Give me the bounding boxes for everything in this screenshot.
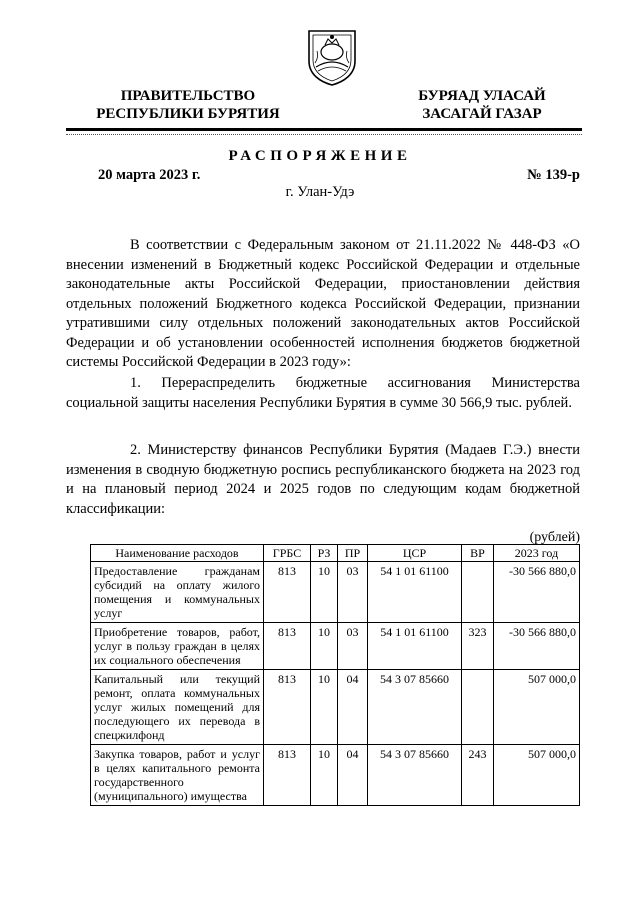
csr-cell: 54 1 01 61100 <box>368 562 462 623</box>
rz-cell: 10 <box>311 562 338 623</box>
rz-cell: 10 <box>311 745 338 806</box>
pr-cell: 03 <box>338 562 368 623</box>
government-name-line: ПРАВИТЕЛЬСТВО <box>120 88 256 104</box>
column-header: Наименование расходов <box>91 545 264 562</box>
grbs-cell: 813 <box>264 745 311 806</box>
budget-table <box>90 544 580 806</box>
table-row <box>91 562 580 623</box>
government-name-line: ЗАСАГАЙ ГАЗАР <box>422 106 542 122</box>
grbs-cell: 813 <box>264 562 311 623</box>
table-header-row <box>91 545 580 562</box>
amount-cell: -30 566 880,0 <box>494 562 580 623</box>
amount-cell: 507 000,0 <box>494 745 580 806</box>
expense-name-cell: Закупка товаров, работ и услуг в целях капитального ремонта государственного (муниципального) имущества <box>91 745 264 806</box>
government-name-line: БУРЯАД УЛАСАЙ <box>418 88 546 104</box>
government-name-buryat <box>392 87 572 123</box>
pr-cell: 03 <box>338 623 368 670</box>
csr-cell: 54 1 01 61100 <box>368 623 462 670</box>
column-header: 2023 год <box>494 545 580 562</box>
table-row <box>91 670 580 745</box>
vr-cell <box>462 670 494 745</box>
amount-cell: 507 000,0 <box>494 670 580 745</box>
item-2-text: 2. Министерству финансов Республики Бурятия (Мадаев Г.Э.) внести изменения в сводную бюджетную роспись республиканского бюджета на 2023 год и на плановый период 2024 и 2025 годов по следующим кодам бюджетной классификации: <box>66 442 580 517</box>
government-name-russian <box>68 87 308 123</box>
expense-name-cell: Предоставление гражданам субсидий на оплату жилого помещения и коммунальных услуг <box>91 562 264 623</box>
expense-name-cell: Приобретение товаров, работ, услуг в пользу граждан в целях их социального обеспечения <box>91 623 264 670</box>
header-divider <box>66 128 582 131</box>
item-1-paragraph <box>66 374 580 413</box>
grbs-cell: 813 <box>264 623 311 670</box>
document-date: 20 марта 2023 г. <box>98 167 201 183</box>
document-number: № 139-р <box>527 167 580 183</box>
item-1-text: 1. Перераспределить бюджетные ассигнования Министерства социальной защиты населения Республики Бурятия в сумме 30 566,9 тыс. рублей. <box>66 375 580 411</box>
amount-cell: -30 566 880,0 <box>494 623 580 670</box>
header-divider-dotted <box>66 134 582 135</box>
pr-cell: 04 <box>338 745 368 806</box>
column-header: ПР <box>338 545 368 562</box>
vr-cell: 323 <box>462 623 494 670</box>
document-city: г. Улан-Удэ <box>285 184 355 200</box>
grbs-cell: 813 <box>264 670 311 745</box>
table-unit-label: (рублей) <box>529 530 580 545</box>
document-type: РАСПОРЯЖЕНИЕ <box>228 148 412 164</box>
column-header: РЗ <box>311 545 338 562</box>
column-header: ГРБС <box>264 545 311 562</box>
preamble-paragraph <box>66 236 580 373</box>
coat-of-arms-icon <box>303 27 361 87</box>
expense-name-cell: Капитальный или текущий ремонт, оплата коммунальных услуг жилых помещений для последующего их перевода в спецжилфонд <box>91 670 264 745</box>
table-row <box>91 745 580 806</box>
csr-cell: 54 3 07 85660 <box>368 670 462 745</box>
table-row <box>91 623 580 670</box>
rz-cell: 10 <box>311 670 338 745</box>
vr-cell: 243 <box>462 745 494 806</box>
preamble-text: В соответствии с Федеральным законом от 21.11.2022 № 448-ФЗ «О внесении изменений в Бюджетный кодекс Российской Федерации и отдельные законодательные акты Российской Федерации, приостановлении действия отдельных положений Бюджетного кодекса Российской Федерации, признании утратившими силу отдельных положений законодательных актов Российской Федерации и об установлении особенностей исполнения бюджетов бюджетной системы Российской Федерации в 2023 году»: <box>66 237 580 370</box>
pr-cell: 04 <box>338 670 368 745</box>
item-2-paragraph <box>66 441 580 519</box>
column-header: ЦСР <box>368 545 462 562</box>
government-name-line: РЕСПУБЛИКИ БУРЯТИЯ <box>96 106 280 122</box>
column-header: ВР <box>462 545 494 562</box>
rz-cell: 10 <box>311 623 338 670</box>
vr-cell <box>462 562 494 623</box>
csr-cell: 54 3 07 85660 <box>368 745 462 806</box>
